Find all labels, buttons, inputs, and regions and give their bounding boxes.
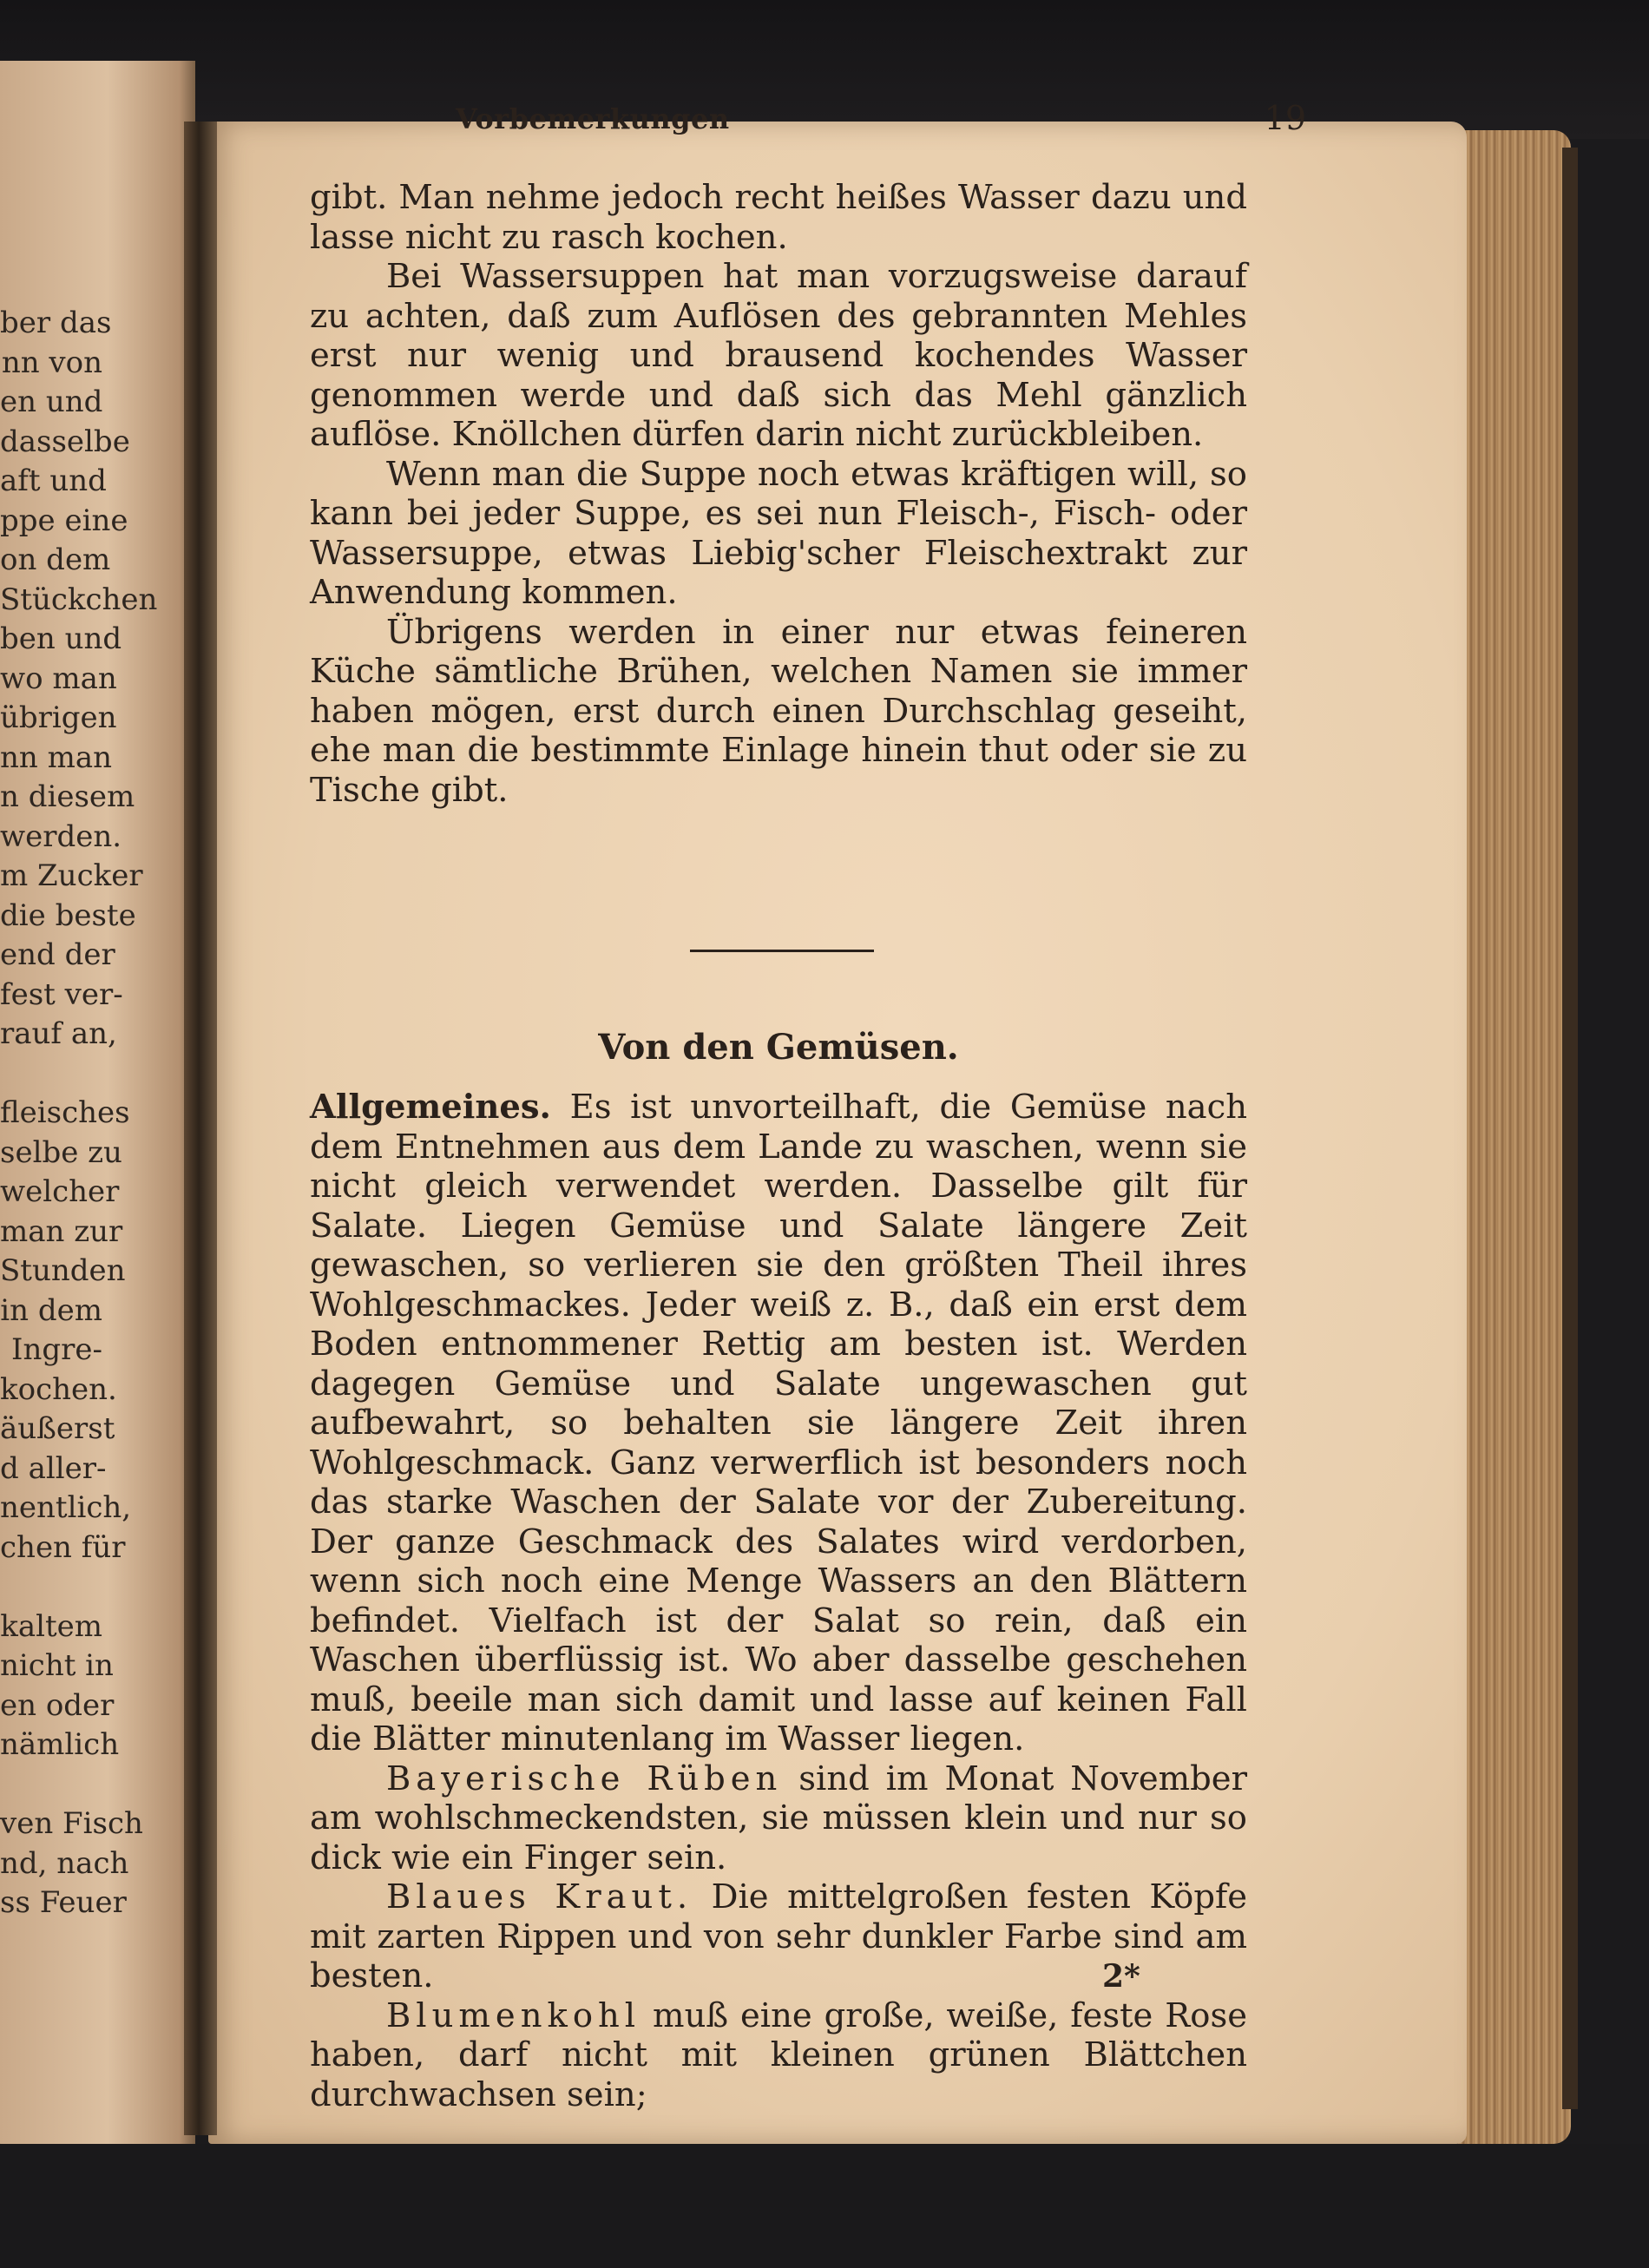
previous-page-line: ven Fisch [0,1806,143,1841]
previous-page-line: aft und [0,463,107,498]
previous-page-line: en und [0,385,103,419]
previous-page-line: nentlich, [0,1490,132,1525]
previous-page-gap [0,1765,102,1805]
lead-word: Allgemeines. [310,1088,551,1127]
previous-page-line: äußerst [0,1411,115,1446]
entry-term: Blumenkohl [386,1995,641,2035]
previous-page-text-fragments [0,304,158,1923]
paragraph: Übrigens werden in einer nur etwas feineren Küche sämtliche Brühen, welchen Namen sie immer haben mögen, erst durch einen Durchschlag geseiht, ehe man die bestimmte Einlage hinein thut oder sie zu Tische gibt. [310,612,1247,810]
previous-page-line: ber das [0,306,112,340]
previous-page-line: wo man [0,661,117,696]
previous-page-line: nämlich [0,1727,120,1762]
previous-page-line: nicht in [0,1648,114,1683]
previous-page-line: d aller- [0,1450,107,1486]
previous-page-gap [0,1055,102,1095]
previous-page-line: n diesem [0,779,135,814]
entry-term: Bayerische Rüben [386,1759,783,1798]
previous-page-line: kaltem [0,1608,102,1644]
running-head-title: Vorbemerkungen [456,102,730,135]
entry-term: Blaues Kraut. [386,1877,693,1916]
entry-text: muß eine große, weiße, feste Rose haben, darf nicht mit kleinen grünen Blättchen durchwachsen sein; [310,1995,1247,2114]
lead-text: Es ist unvorteilhaft, die Gemüse nach dem Entnehmen aus dem Lande zu waschen, wenn sie nicht gleich verwendet werden. Dasselbe gilt für Salate. Liegen Gemüse und Salate längere Zeit gewaschen, so verlieren sie den größten Theil ihres Wohlgeschmackes. Jeder weiß z. B., daß ein erst dem Boden entnommener Rettig am besten ist. Werden dagegen Gemüse und Salate ungewaschen gut aufbewahrt, so behalten sie längere Zeit ihren Wohlgeschmack. Ganz verwerflich ist besonders noch das starke Waschen der Salate vor der Zubereitung. Der ganze Geschmack des Salates wird verdorben, wenn sich noch eine Menge Wassers an den Blättern befindet. Vielfach ist der Salat so rein, daß ein Waschen überflüssig ist. Wo aber dasselbe geschehen muß, beeile man sich damit und lasse auf keinen Fall die Blätter minutenlang im Wasser liegen. [310,1088,1247,1759]
previous-page-line: nn man [0,740,113,775]
paragraph: Wenn man die Suppe noch etwas kräftigen will, so kann bei jeder Suppe, es sei nun Fleisch-, Fisch- oder Wassersuppe, etwas Liebig'scher Fleischextrakt zur Anwendung kommen. [310,454,1247,612]
running-header [456,99,1306,137]
previous-page-gap [0,1568,102,1607]
previous-page-line: kochen. [0,1371,117,1407]
previous-page-edge [0,61,195,2148]
previous-page-line: Stunden [0,1253,126,1288]
previous-page-line: man zur [0,1213,123,1249]
section-heading: Von den Gemüsen. [598,1027,959,1068]
previous-page-line: chen für [0,1529,126,1565]
book-gutter [184,122,217,2135]
paragraph: gibt. Man nehme jedoch recht heißes Wasser dazu und lasse nicht zu rasch kochen. [310,178,1247,257]
paragraph: Bei Wassersuppen hat man vorzugsweise darauf zu achten, daß zum Auflösen des gebrannten Mehles erst nur wenig und brausend kochendes Wasser genommen werde und daß sich das Mehl gänzlich auflöse. Knöllchen dürfen darin nicht zurückbleiben. [310,257,1247,454]
section-divider-rule [690,950,874,952]
previous-page-line: m Zucker [0,858,143,893]
book-cover-edge [1562,148,1578,2109]
previous-page-line: fleisches [0,1095,130,1130]
previous-page-line: übrigen [0,700,117,735]
signature-mark: 2* [1102,1958,1140,1995]
entry-text: Die mittelgroßen festen Köpfe mit zarten Rippen und von sehr dunkler Farbe sind am besten. [310,1877,1247,1995]
previous-page-line: dasselbe [0,424,130,459]
previous-page-line: en oder [0,1687,115,1723]
soup-notes-continuation [310,178,1247,810]
entry-text: sind im Monat November am wohlschmeckendsten, sie müssen klein und nur so dick wie ein Finger sein. [310,1759,1247,1877]
page-number: 19 [1264,99,1306,137]
previous-page-line: fest ver- [0,976,123,1012]
entry-blumenkohl [310,1996,1247,2115]
previous-page-line: end der [0,937,115,972]
previous-page-line: rauf an, [0,1016,117,1051]
previous-page-line: die beste [0,897,136,933]
previous-page-line: Ingre- [11,1332,102,1367]
previous-page-line: ben und [0,621,122,656]
previous-page-line: Stückchen [0,582,158,617]
previous-page-line: werden. [0,818,122,854]
previous-page-line: welcher [0,1174,120,1209]
previous-page-line: on dem [0,542,111,577]
previous-page-line: ppe eine [0,503,128,538]
backdrop-bottom [0,2144,1649,2268]
previous-page-line: nn von [1,345,102,380]
previous-page-line: in dem [0,1292,102,1328]
entry-bayerische-rueben [310,1759,1247,1878]
previous-page-line: ss Feuer [0,1885,127,1920]
page-edge-stack [1458,130,1571,2144]
previous-page-line: selbe zu [0,1134,122,1170]
paragraph-general [310,1088,1247,1759]
previous-page-line: nd, nach [0,1845,129,1881]
